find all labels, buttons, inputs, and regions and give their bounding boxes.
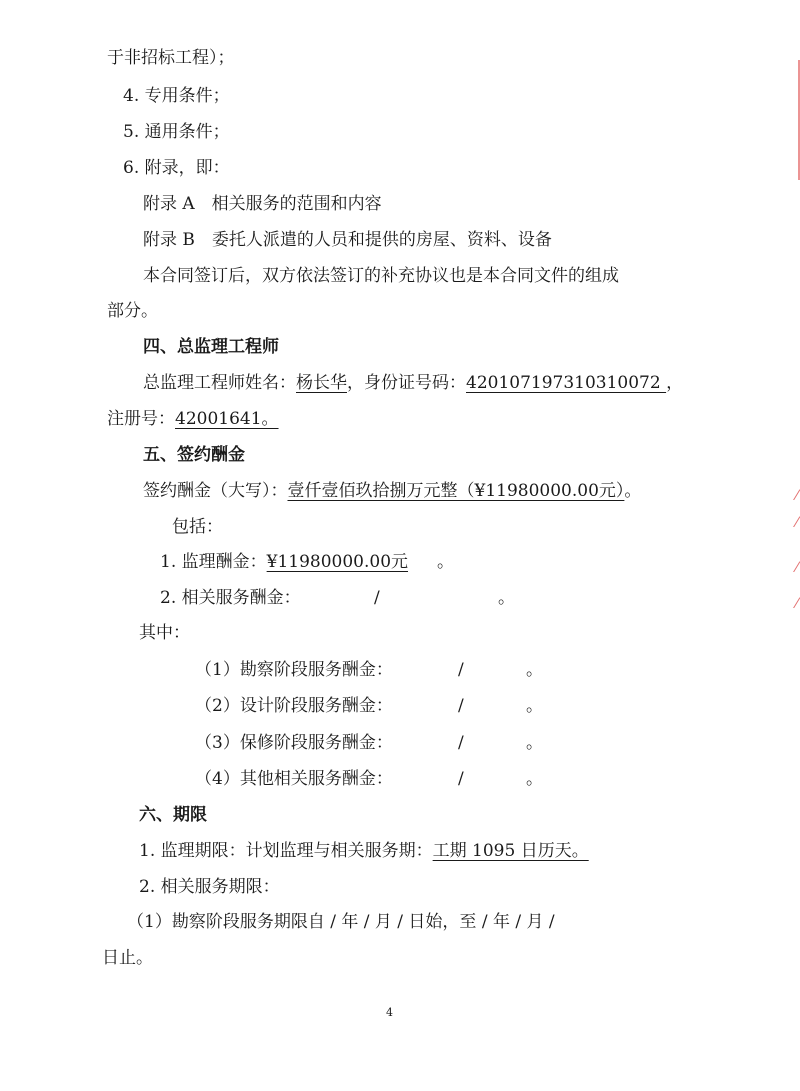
supervision-term-line	[139, 839, 589, 863]
related-fee-label: 2. 相关服务酬金：	[160, 588, 301, 608]
text-line: 于非招标工程）；	[107, 48, 235, 68]
list-item-appendix: 6. 附录，即：	[123, 158, 230, 178]
supervision-fee-amount: ¥11980000.00元	[266, 552, 409, 572]
survey-term-line-end: 日止。	[102, 948, 153, 968]
chief-engineer-line: 总监理工程师姓名：杨长华，身份证号码：420107197310310072 ，	[143, 373, 684, 393]
period-mark: 。	[498, 588, 515, 608]
section-heading-remuneration: 五、签约酬金	[143, 445, 245, 465]
section-heading-chief-engineer: 四、总监理工程师	[143, 337, 279, 357]
related-term-heading: 2. 相关服务期限：	[139, 877, 280, 897]
field-label: 签约酬金（大写）：	[143, 481, 288, 501]
period-mark: 。	[526, 769, 543, 789]
stamp-fragment	[782, 60, 800, 180]
field-label: ，身份证号码：	[347, 373, 466, 393]
warranty-fee-value: /	[458, 733, 464, 753]
stamp-fragment: ⁄	[795, 515, 798, 531]
appendix-b: 附录 B 委托人派遣的人员和提供的房屋、资料、设备	[143, 230, 552, 250]
text-line: 其中：	[139, 623, 190, 643]
contract-fee-line: 签约酬金（大写）：壹仟壹佰玖拾捌万元整（¥11980000.00元）。	[143, 481, 642, 501]
list-item-special-conditions: 4. 专用条件；	[123, 86, 230, 106]
warranty-fee-label: （3）保修阶段服务酬金：	[195, 733, 393, 753]
field-label: 1. 监理期限：计划监理与相关服务期：	[139, 841, 433, 861]
survey-fee-label: （1）勘察阶段服务酬金：	[195, 660, 393, 680]
related-fee-value: /	[374, 588, 380, 608]
id-number: 420107197310310072	[466, 373, 667, 393]
period-mark: 。	[526, 733, 543, 753]
paragraph-line: 本合同签订后，双方依法签订的补充协议也是本合同文件的组成	[143, 266, 619, 286]
survey-term-line: （1）勘察阶段服务期限自 / 年 / 月 / 日始，至 / 年 / 月 /	[127, 912, 555, 932]
other-fee-label: （4）其他相关服务酬金：	[195, 769, 393, 789]
list-item-general-conditions: 5. 通用条件；	[123, 122, 230, 142]
field-label: 1. 监理酬金：	[160, 552, 267, 572]
appendix-a: 附录 A 相关服务的范围和内容	[143, 194, 382, 214]
registration-line	[107, 407, 279, 431]
text-line: 包括：	[172, 517, 223, 537]
supervision-term-value: 工期 1095 日历天。	[432, 841, 589, 861]
stamp-fragment: ⁄	[795, 596, 798, 612]
survey-fee-value: /	[458, 660, 464, 680]
contract-fee-amount: 壹仟壹佰玖拾捌万元整（¥11980000.00元）	[287, 481, 625, 501]
design-fee-value: /	[458, 696, 464, 716]
period-mark: 。	[526, 660, 543, 680]
stamp-fragment: ⁄	[795, 560, 798, 576]
design-fee-label: （2）设计阶段服务酬金：	[195, 696, 393, 716]
supervision-fee-line	[160, 550, 408, 574]
paragraph-line: 部分。	[107, 301, 158, 321]
registration-number: 42001641。	[175, 409, 279, 429]
period-mark: 。	[526, 696, 543, 716]
section-heading-term: 六、期限	[139, 805, 207, 825]
field-label: 总监理工程师姓名：	[143, 373, 296, 393]
stamp-fragment: ⁄	[795, 488, 798, 504]
other-fee-value: /	[458, 769, 464, 789]
period-mark: 。	[437, 552, 454, 572]
page-number: 4	[386, 1006, 393, 1019]
field-label: 注册号：	[107, 409, 175, 429]
engineer-name: 杨长华	[296, 373, 347, 393]
